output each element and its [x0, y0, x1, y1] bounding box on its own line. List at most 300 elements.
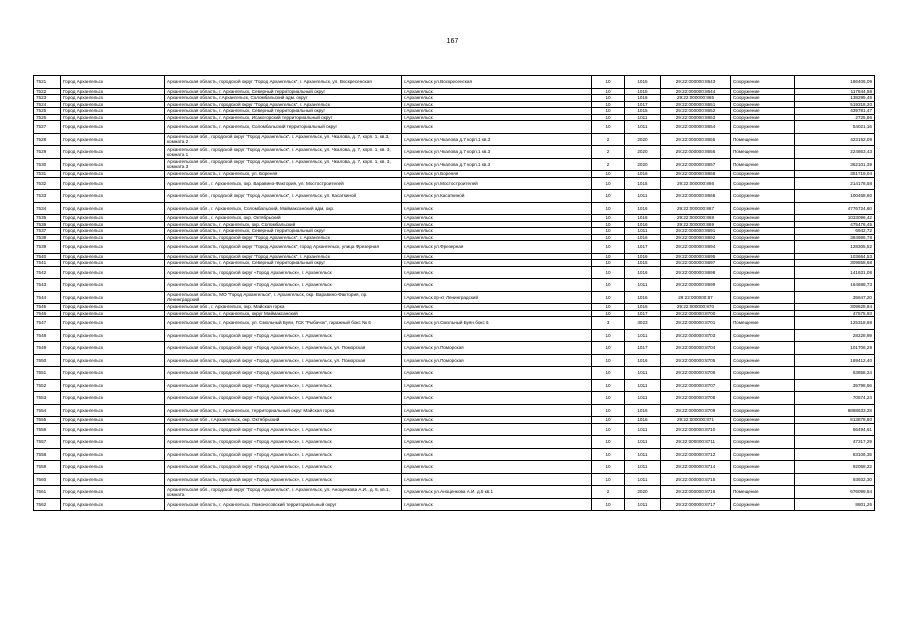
location-cell: г.Архангельск: [402, 310, 592, 317]
table-row: [34, 423, 875, 436]
object-type-cell: Сооружение: [731, 498, 795, 511]
table-row: [34, 461, 875, 474]
cadastral-value-cell: 63858,24: [795, 367, 875, 380]
address-cell: Архангельская область, городской округ "Город Архангельск", г. Архангельск, ул. Воскресенская: [165, 76, 402, 89]
address-cell: Архангельская область, г. Архангельск, Исакогорский территориальный округ: [165, 114, 402, 121]
cadastral-value-cell: 54021,16: [795, 121, 875, 134]
row-number-cell: 7522: [34, 88, 61, 95]
municipality-cell: Город Архангельск: [61, 486, 165, 499]
municipality-cell: Город Архангельск: [61, 342, 165, 355]
category-code-cell: 10: [592, 171, 625, 178]
location-cell: г.Архангельск: [402, 266, 592, 279]
cadastral-value-cell: 186406,09: [795, 76, 875, 89]
type-code-cell: 1011: [625, 114, 661, 121]
row-number-cell: 7538: [34, 234, 61, 241]
location-cell: г.Архангельск ул.Касаткиной: [402, 190, 592, 203]
cadastral-value-cell: 9888633,28: [795, 404, 875, 417]
municipality-cell: Город Архангельск: [61, 448, 165, 461]
cadastral-value-cell: 28228,99: [795, 329, 875, 342]
address-cell: Архангельская обл., г. Архангельск, окр. Майская горка: [165, 304, 402, 311]
cadastral-value-cell: 309858,68: [795, 260, 875, 267]
table-row: [34, 190, 875, 203]
row-number-cell: 7534: [34, 202, 61, 215]
type-code-cell: 1016: [625, 234, 661, 241]
category-code-cell: 10: [592, 473, 625, 486]
location-cell: г.Архангельск: [402, 404, 592, 417]
category-code-cell: 10: [592, 367, 625, 380]
category-code-cell: 10: [592, 221, 625, 228]
type-code-cell: 1015: [625, 260, 661, 267]
cadastral-value-cell: 2725,86: [795, 114, 875, 121]
object-type-cell: Сооружение: [731, 221, 795, 228]
category-code-cell: 10: [592, 95, 625, 102]
object-type-cell: Помещение: [731, 317, 795, 330]
municipality-cell: Город Архангельск: [61, 228, 165, 235]
type-code-cell: 1015: [625, 108, 661, 115]
cadastral-number-cell: 29:22:000000:8658: [661, 171, 731, 178]
location-cell: г.Архангельск ул.Поморская: [402, 342, 592, 355]
address-cell: Архангельская область, г. Архангельск, окр. Соломбальский: [165, 221, 402, 228]
category-code-cell: 10: [592, 234, 625, 241]
municipality-cell: Город Архангельск: [61, 190, 165, 203]
row-number-cell: 7525: [34, 108, 61, 115]
cadastral-number-cell: 29:22:000000:869: [661, 221, 731, 228]
row-number-cell: 7528: [34, 133, 61, 146]
cadastral-value-cell: 83106,35: [795, 448, 875, 461]
category-code-cell: 10: [592, 228, 625, 235]
address-cell: Архангельская обл., г. Архангельск, Соломбальский, Маймаксанский адм. окр.: [165, 202, 402, 215]
table-row: [34, 241, 875, 254]
cadastral-number-cell: 29:22:000000:8699: [661, 279, 731, 292]
address-cell: Архангельская область, городской округ «Город Архангельск», г. Архангельск: [165, 279, 402, 292]
location-cell: г.Архангельск ул.Аноценкова А.И. д.5 кв.1: [402, 486, 592, 499]
address-cell: Архангельская область, городской округ «Город Архангельск», г. Архангельск: [165, 461, 402, 474]
object-type-cell: Сооружение: [731, 101, 795, 108]
address-cell: Архангельская область, г.Архангельск, Соломбальский адм. округ: [165, 95, 402, 102]
type-code-cell: 1016: [625, 202, 661, 215]
cadastral-value-cell: 47575,93: [795, 310, 875, 317]
category-code-cell: 10: [592, 354, 625, 367]
type-code-cell: 1011: [625, 461, 661, 474]
object-type-cell: Сооружение: [731, 260, 795, 267]
object-type-cell: Сооружение: [731, 253, 795, 260]
object-type-cell: Сооружение: [731, 190, 795, 203]
category-code-cell: 2: [592, 133, 625, 146]
row-number-cell: 7542: [34, 266, 61, 279]
cadastral-number-cell: 29:22:000000:8704: [661, 342, 731, 355]
location-cell: г.Архангельск: [402, 234, 592, 241]
location-cell: г.Архангельск ул.Фрезерная: [402, 241, 592, 254]
object-type-cell: Сооружение: [731, 88, 795, 95]
type-code-cell: 1011: [625, 228, 661, 235]
row-number-cell: 7529: [34, 146, 61, 159]
location-cell: г.Архангельск ул.Поморская: [402, 354, 592, 367]
cadastral-number-cell: 29:22:000000:8653: [661, 114, 731, 121]
address-cell: Архангельская область, г. Архангельск, округ Маймаксанский: [165, 310, 402, 317]
location-cell: г.Архангельск: [402, 423, 592, 436]
type-code-cell: 1016: [625, 354, 661, 367]
address-cell: Архангельская область, г. Архангельск, Северный территориальный округ: [165, 260, 402, 267]
municipality-cell: Город Архангельск: [61, 329, 165, 342]
cadastral-value-cell: 103664,53: [795, 253, 875, 260]
cadastral-value-cell: 6942,72: [795, 228, 875, 235]
object-type-cell: Сооружение: [731, 329, 795, 342]
address-cell: Архангельская область, г. Архангельск, территориальный округ Майская горка: [165, 404, 402, 417]
municipality-cell: Город Архангельск: [61, 354, 165, 367]
cadastral-number-cell: 29:22:000000:8643: [661, 76, 731, 89]
cadastral-value-cell: 384986,78: [795, 234, 875, 241]
row-number-cell: 7554: [34, 404, 61, 417]
address-cell: Архангельская область, городской округ «Город Архангельск», г. Архангельск: [165, 392, 402, 405]
row-number-cell: 7560: [34, 473, 61, 486]
category-code-cell: 3: [592, 317, 625, 330]
row-number-cell: 7548: [34, 329, 61, 342]
cadastral-number-cell: 29:22:000000:8714: [661, 461, 731, 474]
category-code-cell: 2: [592, 146, 625, 159]
address-cell: Архангельская область, МО "Город Архангельск", г. Архангельск, окр. Варавино-Фактория, пр. Ленинградский: [165, 291, 402, 304]
location-cell: г.Архангельск: [402, 379, 592, 392]
row-number-cell: 7526: [34, 114, 61, 121]
cadastral-value-cell: 351719,04: [795, 171, 875, 178]
row-number-cell: 7533: [34, 190, 61, 203]
cadastral-number-cell: 29:22:000000:8694: [661, 241, 731, 254]
cadastral-number-cell: 29:22:000000:8708: [661, 392, 731, 405]
cadastral-number-cell: 29:22:000000:8652: [661, 108, 731, 115]
category-code-cell: 10: [592, 279, 625, 292]
address-cell: Архангельская обл., городской округ "Город Архангельск", г. Архангельск, ул. Аноценкова А.И., д. 5, кв.1, комната: [165, 486, 402, 499]
municipality-cell: Город Архангельск: [61, 317, 165, 330]
cadastral-value-cell: 100468,60: [795, 190, 875, 203]
row-number-cell: 7543: [34, 279, 61, 292]
location-cell: г.Архангельск: [402, 101, 592, 108]
category-code-cell: 10: [592, 498, 625, 511]
row-number-cell: 7536: [34, 221, 61, 228]
cadastral-number-cell: 29:22:000000:8707: [661, 379, 731, 392]
municipality-cell: Город Архангельск: [61, 202, 165, 215]
address-cell: Архангельская область, городской округ "Город Архангельск", г. Архангельск: [165, 253, 402, 260]
object-type-cell: Сооружение: [731, 379, 795, 392]
cadastral-value-cell: 309628,84: [795, 304, 875, 311]
category-code-cell: 10: [592, 291, 625, 304]
location-cell: г.Архангельск: [402, 498, 592, 511]
location-cell: г.Архангельск: [402, 221, 592, 228]
cadastral-number-cell: 29:22:000000:866: [661, 177, 731, 190]
type-code-cell: 1011: [625, 329, 661, 342]
row-number-cell: 7521: [34, 76, 61, 89]
type-code-cell: 1011: [625, 367, 661, 380]
cadastral-number-cell: 29:22:000000:8711: [661, 436, 731, 449]
type-code-cell: 1017: [625, 101, 661, 108]
municipality-cell: Город Архангельск: [61, 404, 165, 417]
table-row: [34, 177, 875, 190]
address-cell: Архангельская область, г. Архангельск, Северный территориальный округ: [165, 108, 402, 115]
address-cell: Архангельская обл., г. Архангельск, окр. Октябрьский: [165, 215, 402, 222]
category-code-cell: 2: [592, 158, 625, 171]
cadastral-number-cell: 29:22:000000:8716: [661, 486, 731, 499]
category-code-cell: 10: [592, 177, 625, 190]
object-type-cell: Сооружение: [731, 177, 795, 190]
table-row: [34, 76, 875, 89]
row-number-cell: 7547: [34, 317, 61, 330]
object-type-cell: Помещение: [731, 158, 795, 171]
cadastral-value-cell: 519318,20: [795, 101, 875, 108]
location-cell: г.Архангельск: [402, 461, 592, 474]
municipality-cell: Город Архангельск: [61, 392, 165, 405]
address-cell: Архангельская область, г. Архангельск, Северный территориальный округ: [165, 88, 402, 95]
cadastral-number-cell: 29:22:000000:8703: [661, 329, 731, 342]
row-number-cell: 7559: [34, 461, 61, 474]
category-code-cell: 10: [592, 76, 625, 89]
cadastral-number-cell: 29:22:000000:8655: [661, 133, 731, 146]
object-type-cell: Сооружение: [731, 354, 795, 367]
category-code-cell: 10: [592, 304, 625, 311]
row-number-cell: 7532: [34, 177, 61, 190]
cadastral-value-cell: 439781,47: [795, 108, 875, 115]
address-cell: Архангельская обл., городской округ "Город Архангельск", г. Архангельск, ул. Чкалова, д. 7, корп. 1, кв.3, комната 2: [165, 133, 402, 146]
row-number-cell: 7524: [34, 101, 61, 108]
category-code-cell: 10: [592, 215, 625, 222]
table-row: [34, 404, 875, 417]
type-code-cell: 1015: [625, 177, 661, 190]
table-row: [34, 133, 875, 146]
object-type-cell: Сооружение: [731, 114, 795, 121]
table-row: [34, 266, 875, 279]
type-code-cell: 1011: [625, 379, 661, 392]
cadastral-number-cell: 29:22:000000:8700: [661, 310, 731, 317]
object-type-cell: Сооружение: [731, 291, 795, 304]
type-code-cell: 2020: [625, 486, 661, 499]
cadastral-number-cell: 29:22:000000:8698: [661, 266, 731, 279]
object-type-cell: Сооружение: [731, 392, 795, 405]
type-code-cell: 1016: [625, 404, 661, 417]
cadastral-number-cell: 29:22:000000:87: [661, 291, 731, 304]
type-code-cell: 2020: [625, 158, 661, 171]
location-cell: г.Архангельск: [402, 114, 592, 121]
table-body: [34, 76, 875, 511]
table-row: [34, 354, 875, 367]
address-cell: Архангельская область, г. Архангельск, Ломоносовский территориальный округ: [165, 498, 402, 511]
cadastral-value-cell: 4776724,60: [795, 202, 875, 215]
object-type-cell: Сооружение: [731, 241, 795, 254]
cadastral-value-cell: 1033096,42: [795, 215, 875, 222]
address-cell: Архангельская обл., городской округ "Город Архангельск", г. Архангельск, ул. Касаткиной: [165, 190, 402, 203]
cadastral-number-cell: 29:22:000000:8717: [661, 498, 731, 511]
category-code-cell: 10: [592, 266, 625, 279]
municipality-cell: Город Архангельск: [61, 171, 165, 178]
municipality-cell: Город Архангельск: [61, 221, 165, 228]
cadastral-number-cell: 29:22:000000:868: [661, 215, 731, 222]
category-code-cell: 10: [592, 417, 625, 424]
type-code-cell: 1016: [625, 291, 661, 304]
cadastral-number-cell: 29:22:000000:8701: [661, 317, 731, 330]
category-code-cell: 10: [592, 114, 625, 121]
cadastral-value-cell: 101706,29: [795, 342, 875, 355]
object-type-cell: Помещение: [731, 486, 795, 499]
object-type-cell: Сооружение: [731, 121, 795, 134]
row-number-cell: 7552: [34, 379, 61, 392]
category-code-cell: 10: [592, 190, 625, 203]
type-code-cell: 1011: [625, 448, 661, 461]
address-cell: Архангельская область, городской округ «Город Архангельск», г. Архангельск: [165, 266, 402, 279]
cadastral-value-cell: 362101,39: [795, 158, 875, 171]
table-row: [34, 367, 875, 380]
table-row: [34, 317, 875, 330]
table-row: [34, 202, 875, 215]
municipality-cell: Город Архангельск: [61, 291, 165, 304]
address-cell: Архангельская область, городской округ «Город Архангельск», г. Архангельск: [165, 329, 402, 342]
address-cell: Архангельская обл., городской округ "Город Архангельск", г. Архангельск, ул. Чкалова, д. 7, корп. 1, кв. 3, комната 3: [165, 158, 402, 171]
category-code-cell: 10: [592, 342, 625, 355]
cadastral-value-cell: 66494,61: [795, 423, 875, 436]
object-type-cell: Сооружение: [731, 95, 795, 102]
category-code-cell: 10: [592, 108, 625, 115]
cadastral-value-cell: 35798,56: [795, 379, 875, 392]
address-cell: Архангельская область, городской округ "Город Архангельск", город Архангельск, улица Фрезерная: [165, 241, 402, 254]
object-type-cell: Сооружение: [731, 417, 795, 424]
type-code-cell: 2020: [625, 146, 661, 159]
address-cell: Архангельская область, г. Архангельск, ул. Бореняя: [165, 171, 402, 178]
municipality-cell: Город Архангельск: [61, 108, 165, 115]
object-type-cell: Сооружение: [731, 310, 795, 317]
category-code-cell: 2: [592, 486, 625, 499]
location-cell: г.Архангельск ул.Бореняя: [402, 171, 592, 178]
location-cell: г.Архангельск: [402, 215, 592, 222]
address-cell: Архангельская область, городской округ "Город Архангельск", г. Архангельск: [165, 234, 402, 241]
municipality-cell: Город Архангельск: [61, 121, 165, 134]
address-cell: Архангельская область, г. Архангельск, Соломбальский территориальный округ: [165, 121, 402, 134]
cadastral-number-cell: 29:22:000000:871: [661, 417, 731, 424]
municipality-cell: Город Архангельск: [61, 260, 165, 267]
object-type-cell: Помещение: [731, 146, 795, 159]
municipality-cell: Город Архангельск: [61, 95, 165, 102]
cadastral-value-cell: 35647,20: [795, 291, 875, 304]
table-row: [34, 158, 875, 171]
type-code-cell: 3023: [625, 317, 661, 330]
category-code-cell: 10: [592, 88, 625, 95]
table-row: [34, 436, 875, 449]
row-number-cell: 7523: [34, 95, 61, 102]
row-number-cell: 7546: [34, 310, 61, 317]
table-row: [34, 498, 875, 511]
cadastral-value-cell: 8801,26: [795, 498, 875, 511]
address-cell: Архангельская область, городской округ «Город Архангельск», г. Архангельск: [165, 367, 402, 380]
page-number: 167: [446, 38, 459, 45]
type-code-cell: 1011: [625, 423, 661, 436]
location-cell: г.Архангельск ул.Чкалова д.7 корп.1 кв.3: [402, 158, 592, 171]
municipality-cell: Город Архангельск: [61, 417, 165, 424]
type-code-cell: 1016: [625, 253, 661, 260]
location-cell: г.Архангельск: [402, 367, 592, 380]
location-cell: г.Архангельск: [402, 473, 592, 486]
location-cell: г.Архангельск: [402, 95, 592, 102]
type-code-cell: 2020: [625, 133, 661, 146]
municipality-cell: Город Архангельск: [61, 310, 165, 317]
address-cell: Архангельская обл., городской округ "Город Архангельск", г. Архангельск, ул. Чкалова, д. 7, корп. 1, кв. 3, комната 1: [165, 146, 402, 159]
row-number-cell: 7550: [34, 354, 61, 367]
address-cell: Архангельская обл., г. Архангельск, окр. Варавино-Фактория, ул. Мостостроителей: [165, 177, 402, 190]
address-cell: Архангельская область, городской округ «Город Архангельск», г. Архангельск, ул. Поморская: [165, 342, 402, 355]
municipality-cell: Город Архангельск: [61, 133, 165, 146]
type-code-cell: 1015: [625, 76, 661, 89]
address-cell: Архангельская область, городской округ «Город Архангельск», г. Архангельск: [165, 379, 402, 392]
category-code-cell: 10: [592, 121, 625, 134]
category-code-cell: 10: [592, 329, 625, 342]
object-type-cell: Сооружение: [731, 76, 795, 89]
municipality-cell: Город Архангельск: [61, 146, 165, 159]
cadastral-value-cell: 93932,30: [795, 473, 875, 486]
type-code-cell: 1011: [625, 392, 661, 405]
type-code-cell: 1016: [625, 95, 661, 102]
category-code-cell: 10: [592, 448, 625, 461]
municipality-cell: Город Архангельск: [61, 304, 165, 311]
location-cell: г.Архангельск: [402, 436, 592, 449]
cadastral-value-cell: 676099,54: [795, 486, 875, 499]
object-type-cell: Помещение: [731, 133, 795, 146]
cadastral-number-cell: 29:22:000000:870: [661, 304, 731, 311]
table-row: [34, 291, 875, 304]
row-number-cell: 7551: [34, 367, 61, 380]
row-number-cell: 7540: [34, 253, 61, 260]
type-code-cell: 1011: [625, 436, 661, 449]
row-number-cell: 7562: [34, 498, 61, 511]
location-cell: г.Архангельск: [402, 253, 592, 260]
type-code-cell: 1015: [625, 88, 661, 95]
table-row: [34, 392, 875, 405]
object-type-cell: Сооружение: [731, 423, 795, 436]
municipality-cell: Город Архангельск: [61, 367, 165, 380]
cadastral-number-cell: 29:22:000000:8712: [661, 448, 731, 461]
location-cell: г.Архангельск пр-кт Ленинградский: [402, 291, 592, 304]
object-type-cell: Сооружение: [731, 367, 795, 380]
municipality-cell: Город Архангельск: [61, 158, 165, 171]
cadastral-number-cell: 29:22:000000:8715: [661, 473, 731, 486]
municipality-cell: Город Архангельск: [61, 177, 165, 190]
object-type-cell: Сооружение: [731, 215, 795, 222]
cadastral-number-cell: 29:22:000000:8654: [661, 121, 731, 134]
location-cell: г.Архангельск: [402, 108, 592, 115]
location-cell: г.Архангельск: [402, 228, 592, 235]
object-type-cell: Сооружение: [731, 461, 795, 474]
cadastral-number-cell: 29:22:000000:8657: [661, 158, 731, 171]
municipality-cell: Город Архангельск: [61, 88, 165, 95]
object-type-cell: Сооружение: [731, 171, 795, 178]
category-code-cell: 10: [592, 436, 625, 449]
cadastral-value-cell: 813878,80: [795, 417, 875, 424]
object-type-cell: Сооружение: [731, 448, 795, 461]
row-number-cell: 7530: [34, 158, 61, 171]
row-number-cell: 7549: [34, 342, 61, 355]
table-row: [34, 486, 875, 499]
address-cell: Архангельская область, городской округ "Город Архангельск", г. Архангельск: [165, 101, 402, 108]
type-code-cell: 1011: [625, 190, 661, 203]
municipality-cell: Город Архангельск: [61, 76, 165, 89]
municipality-cell: Город Архангельск: [61, 423, 165, 436]
cadastral-value-cell: 224863,43: [795, 146, 875, 159]
location-cell: г.Архангельск: [402, 260, 592, 267]
address-cell: Архангельская область, городской округ «Город Архангельск», г. Архангельск: [165, 473, 402, 486]
row-number-cell: 7556: [34, 423, 61, 436]
cadastral-number-cell: 29:22:000000:8695: [661, 253, 731, 260]
cadastral-number-cell: 29:22:000000:8692: [661, 234, 731, 241]
row-number-cell: 7558: [34, 448, 61, 461]
cadastral-value-cell: 214178,58: [795, 177, 875, 190]
cadastral-value-cell: 92068,22: [795, 461, 875, 474]
row-number-cell: 7527: [34, 121, 61, 134]
cadastral-value-cell: 475476,45: [795, 221, 875, 228]
object-type-cell: Сооружение: [731, 228, 795, 235]
cadastral-value-cell: 125318,68: [795, 317, 875, 330]
object-type-cell: Сооружение: [731, 304, 795, 311]
